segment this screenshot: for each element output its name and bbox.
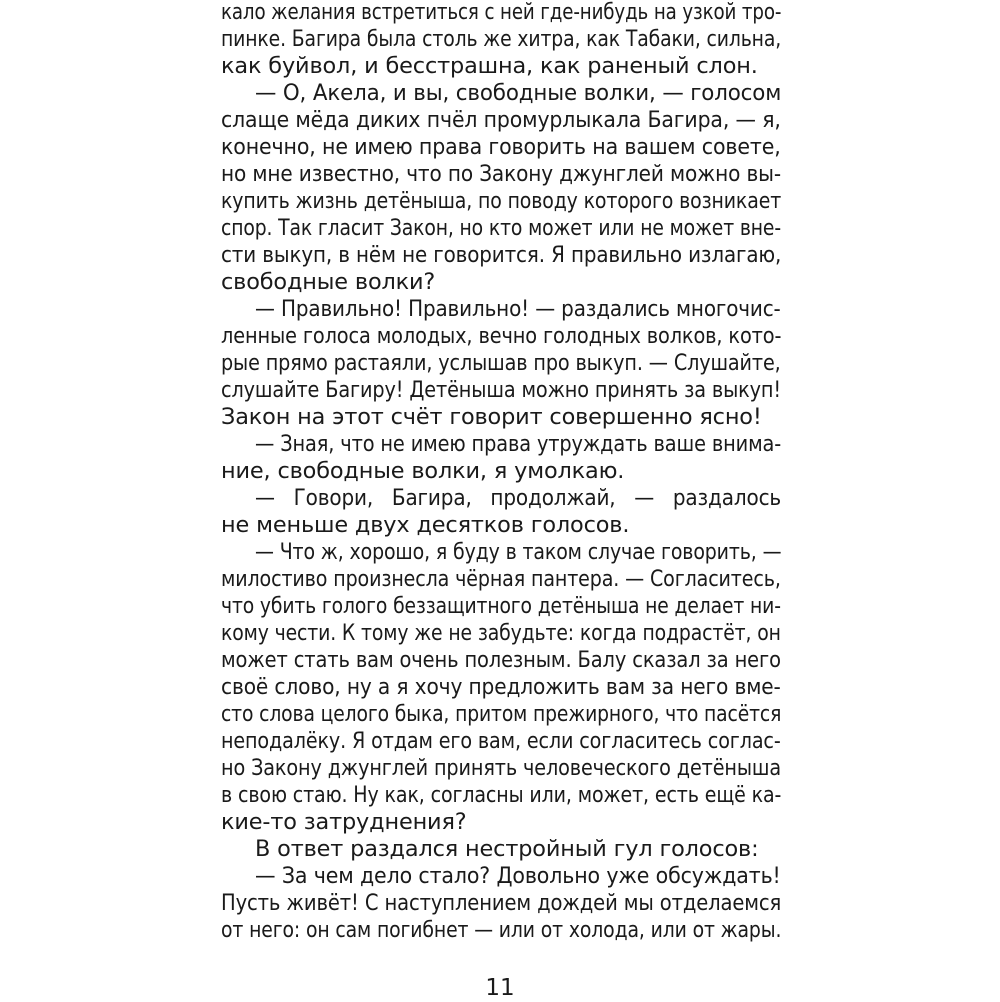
text-line: от него: он сам погибнет — или от холода, или от жары. xyxy=(221,917,782,943)
text-line: не меньше двух десятков голосов. xyxy=(221,512,630,538)
text-line: свободные волки? xyxy=(221,269,436,295)
text-line: кому чести. К тому же не забудьте: когда подрастёт, он xyxy=(221,620,781,646)
text-line: рые прямо растаяли, услышав про выкуп. — Слушайте, xyxy=(221,350,781,376)
text-line: но мне известно, что по Закону джунглей можно вы- xyxy=(221,161,781,187)
text-line: сто слова целого быка, притом прежирного, что пасётся xyxy=(221,701,782,727)
text-line: купить жизнь детёныша, по поводу которого возникает xyxy=(221,188,782,214)
text-line: как буйвол, и бесстрашна, как раненый слон. xyxy=(221,53,758,79)
text-line: кие-то затруднения? xyxy=(221,809,467,835)
text-line: но Закону джунглей принять человеческого детёныша xyxy=(221,755,782,781)
text-line: может стать вам очень полезным. Балу сказал за него xyxy=(221,647,781,673)
text-line: в свою стаю. Ну как, согласны или, может, есть ещё ка- xyxy=(221,782,782,808)
paragraph-start-line: — Правильно! Правильно! — раздались многочис- xyxy=(255,296,781,322)
text-line: ленные голоса молодых, вечно голодных волков, кото- xyxy=(221,323,782,349)
text-line: пинке. Багира была столь же хитра, как Табаки, сильна, xyxy=(221,26,782,52)
text-line: ние, свободные волки, я умолкаю. xyxy=(221,458,625,484)
text-line: сти выкуп, в нём не говорится. Я правильно излагаю, xyxy=(221,242,782,268)
paragraph-start-line: — Зная, что не имею права утруждать ваше внима- xyxy=(255,431,782,457)
paragraph-start-line: — Что ж, хорошо, я буду в таком случае говорить, — xyxy=(255,539,782,565)
text-line: Пусть живёт! С наступлением дождей мы отделаемся xyxy=(221,890,782,916)
paragraph-start-line: — Говори, Багира, продолжай, — раздалось xyxy=(255,485,782,511)
text-line: неподалёку. Я отдам его вам, если согласитесь соглас- xyxy=(221,728,781,754)
page-number: 11 xyxy=(485,975,515,1001)
text-line: своё слово, ну а я хочу предложить вам за него вме- xyxy=(221,674,781,700)
paragraph-start-line: — О, Акела, и вы, свободные волки, — голосом xyxy=(255,80,782,106)
text-line: слаще мёда диких пчёл промурлыкала Багира, — я, xyxy=(221,107,781,133)
text-line: конечно, не имею права говорить на вашем совете, xyxy=(221,134,781,160)
text-line: что убить голого беззащитного детёныша не делает ни- xyxy=(221,593,781,619)
paragraph-start-line: — За чем дело стало? Довольно уже обсуждать! xyxy=(255,863,781,889)
text-line: Закон на этот счёт говорит совершенно ясно! xyxy=(221,404,762,430)
text-line: слушайте Багиру! Детёныша можно принять за выкуп! xyxy=(221,377,781,403)
text-line: милостиво произнесла чёрная пантера. — Согласитесь, xyxy=(221,566,781,592)
text-line: спор. Так гласит Закон, но кто может или не может вне- xyxy=(221,215,781,241)
text-line: кало желания встретиться с ней где-нибудь на узкой тро- xyxy=(221,0,782,25)
paragraph-start-line: В ответ раздался нестройный гул голосов: xyxy=(255,836,759,862)
